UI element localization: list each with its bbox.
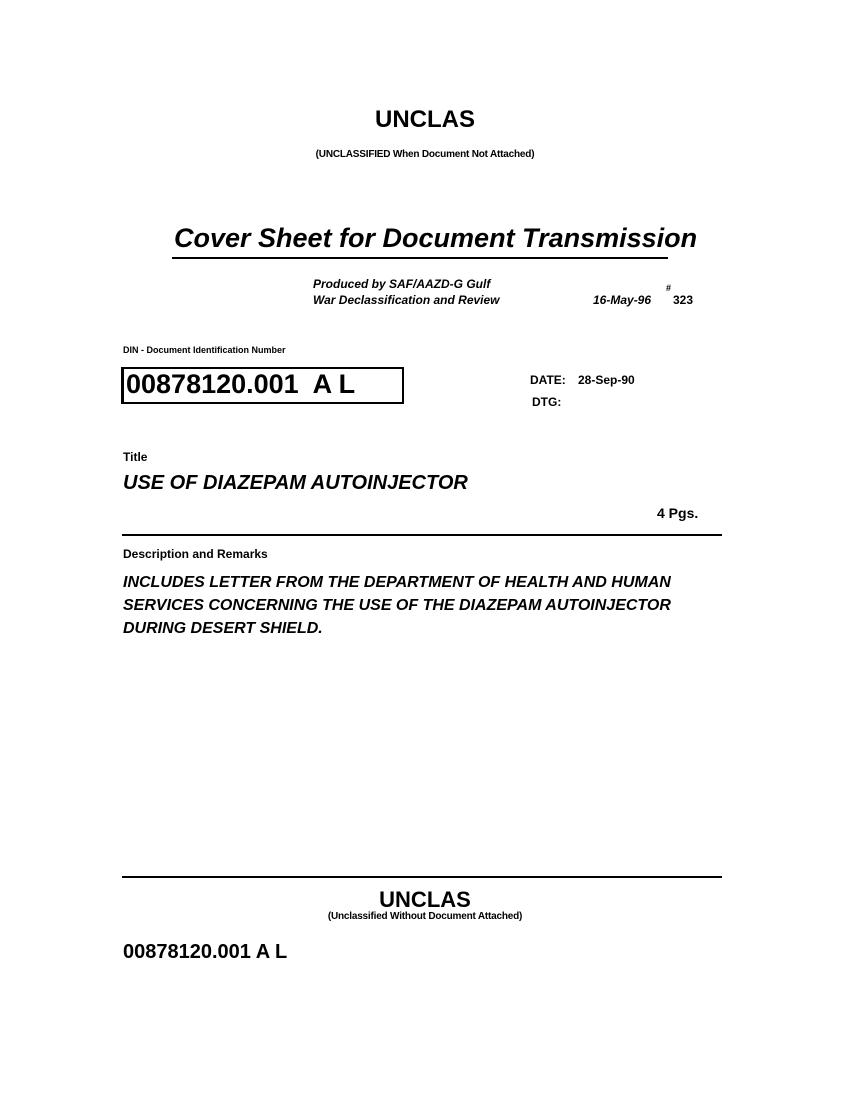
title-label: Title [123, 450, 148, 464]
producer-line2: War Declassification and Review [313, 293, 500, 307]
producer-line1: Produced by SAF/AAZD-G Gulf [313, 277, 491, 291]
footer-din: 00878120.001 A L [123, 941, 288, 963]
footer-divider [122, 876, 722, 878]
description-text [123, 571, 671, 640]
number-mark: # [666, 283, 672, 293]
din-label: DIN - Document Identification Number [123, 345, 286, 355]
divider [122, 534, 722, 536]
description-line: INCLUDES LETTER FROM THE DEPARTMENT OF HEALTH AND HUMAN [123, 574, 671, 591]
title-underline [172, 257, 668, 259]
description-label: Description and Remarks [123, 547, 268, 561]
header-note: (UNCLASSIFIED When Document Not Attached) [315, 149, 535, 160]
footer-classification: UNCLAS [379, 887, 471, 912]
producer-date: 16-May-96 [593, 293, 652, 307]
date-label: DATE: [530, 373, 566, 387]
footer-note: (Unclassified Without Document Attached) [327, 911, 523, 922]
din-box [121, 367, 404, 404]
title-value: USE OF DIAZEPAM AUTOINJECTOR [123, 472, 468, 494]
date-value: 28-Sep-90 [578, 373, 635, 387]
producer-number: 323 [673, 293, 694, 307]
din-value: 00878120.001 A L [126, 369, 356, 399]
dtg-label: DTG: [532, 395, 562, 409]
cover-title: Cover Sheet for Document Transmission [174, 223, 698, 253]
description-line: SERVICES CONCERNING THE USE OF THE DIAZEPAM AUTOINJECTOR [123, 597, 671, 614]
header-classification: UNCLAS [375, 106, 475, 133]
page-count: 4 Pgs. [657, 505, 699, 521]
description-line: DURING DESERT SHIELD. [123, 620, 323, 637]
